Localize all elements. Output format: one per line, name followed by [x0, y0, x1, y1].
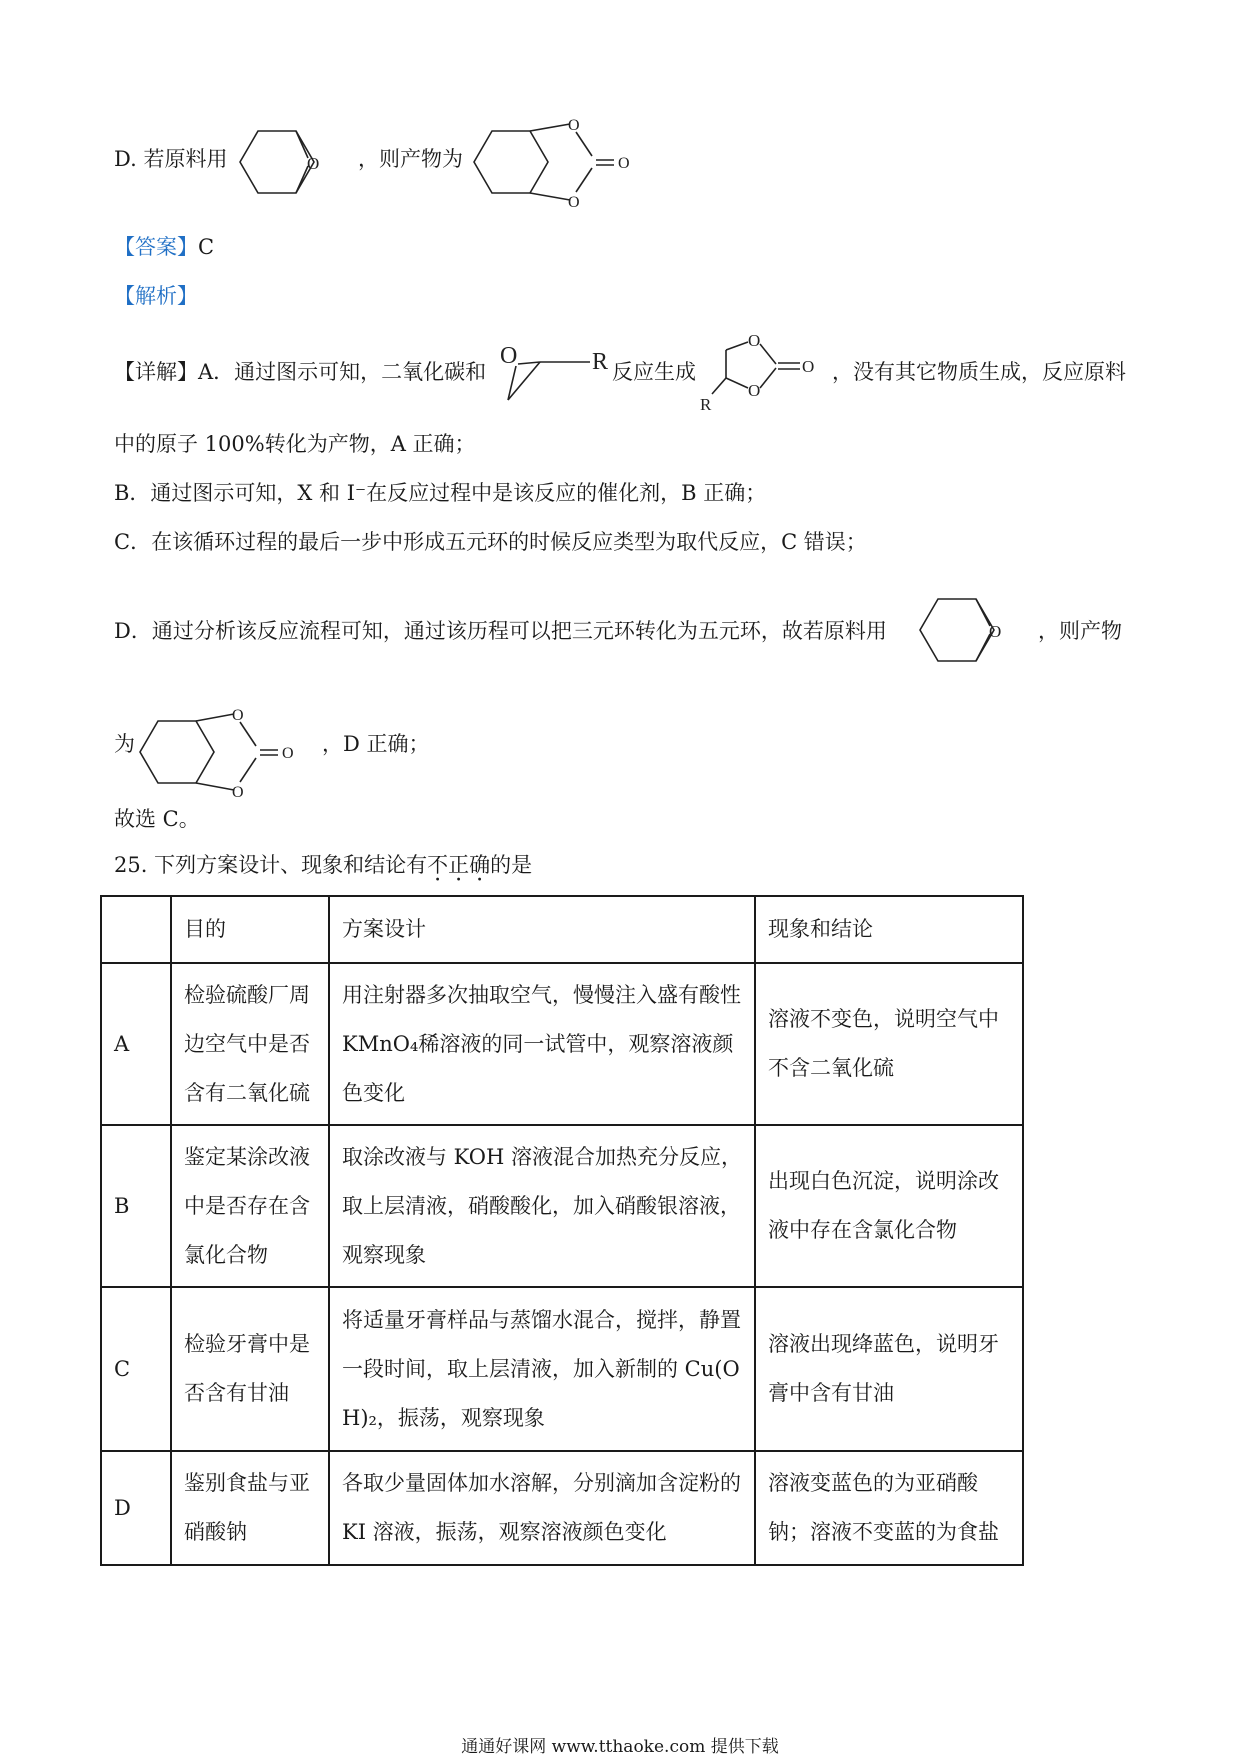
row-design: 将适量牙膏样品与蒸馏水混合，搅拌，静置一段时间，取上层清液，加入新制的 Cu(OH)₂，振荡，观察现象: [329, 1287, 755, 1451]
svg-text:O: O: [307, 154, 320, 173]
emphasis-char: 不: [427, 853, 449, 877]
row-purpose: 检验牙膏中是否含有甘油: [171, 1287, 329, 1451]
row-key: D: [101, 1451, 171, 1565]
table-row: [101, 1125, 1023, 1287]
svg-text:O: O: [282, 745, 294, 762]
row-result: 溶液变蓝色的为亚硝酸钠；溶液不变蓝的为食盐: [755, 1451, 1023, 1565]
table-row: [101, 1287, 1023, 1451]
question-25-suffix: 的是: [490, 853, 533, 877]
detail-c-line: C．在该循环过程的最后一步中形成五元环的时候反应类型为取代反应，C 错误；: [114, 530, 867, 554]
emphasis-char: 确: [469, 853, 491, 877]
answer-line: [114, 237, 214, 258]
row-purpose: 检验硫酸厂周边空气中是否含有二氧化硫: [171, 963, 329, 1125]
row-result: 溶液不变色，说明空气中不含二氧化硫: [755, 963, 1023, 1125]
svg-text:R: R: [592, 349, 609, 375]
row-key: A: [101, 963, 171, 1125]
cyclohexene-oxide-structure-2: [918, 586, 1038, 676]
detail-tag: 【详解】: [114, 360, 198, 384]
answer-tag: 【答案】: [114, 235, 198, 259]
analysis-tag: 【解析】: [114, 284, 198, 308]
cyclohexene-oxide-structure: [238, 118, 358, 208]
svg-text:O: O: [618, 155, 630, 172]
question-25-stem: [114, 855, 532, 876]
detail-a-text: A．通过图示可知，二氧化碳和: [198, 360, 487, 384]
row-purpose: 鉴定某涂改液中是否存在含氯化合物: [171, 1125, 329, 1287]
detail-a-line2: 中的原子 100%转化为产物，A 正确；: [114, 432, 476, 456]
cyclic-carbonate-product-structure-2: [138, 702, 308, 802]
detail-d-line2-post: ，D 正确；: [322, 732, 430, 756]
row-result: 溶液出现绛蓝色，说明牙膏中含有甘油: [755, 1287, 1023, 1451]
table-row: [101, 963, 1023, 1125]
svg-text:O: O: [748, 381, 761, 400]
row-key: B: [101, 1125, 171, 1287]
detail-a-part1: [114, 362, 486, 383]
carbonate-r-structure: [700, 328, 830, 414]
detail-d-line2-pre: 为: [114, 732, 135, 756]
svg-text:O: O: [568, 117, 580, 134]
svg-text:O: O: [232, 784, 244, 801]
table-header-cell: 现象和结论: [755, 896, 1023, 963]
row-design: 取涂改液与 KOH 溶液混合加热充分反应，取上层清液，硝酸酸化，加入硝酸银溶液，观察现象: [329, 1125, 755, 1287]
table-header-cell: 方案设计: [329, 896, 755, 963]
row-key: C: [101, 1287, 171, 1451]
table-row: [101, 1451, 1023, 1565]
cyclic-carbonate-product-structure: [472, 112, 642, 212]
question-25-prefix: 25. 下列方案设计、现象和结论有: [114, 853, 428, 877]
page-footer: 通通好课网 www.tthaoke.com 提供下载: [461, 1737, 779, 1757]
option-d-prefix: D. 若原料用: [114, 147, 228, 171]
svg-text:R: R: [700, 395, 712, 414]
detail-a-part2: 反应生成: [612, 360, 696, 384]
table-header-cell: 目的: [171, 896, 329, 963]
svg-text:O: O: [568, 194, 580, 211]
row-design: 各取少量固体加水溶解，分别滴加含淀粉的 KI 溶液，振荡，观察溶液颜色变化: [329, 1451, 755, 1565]
experiment-plan-table: [100, 895, 1024, 1566]
epoxide-r-structure: [498, 338, 618, 408]
row-purpose: 鉴别食盐与亚硝酸钠: [171, 1451, 329, 1565]
detail-a-part3: ，没有其它物质生成，反应原料: [832, 360, 1126, 384]
detail-conclusion: 故选 C。: [114, 807, 200, 831]
detail-d-part2: ，则产物: [1038, 619, 1122, 643]
emphasis-char: 正: [448, 853, 470, 877]
option-d-mid: ，则产物为: [358, 147, 463, 171]
svg-text:O: O: [748, 331, 761, 350]
answer-value: C: [198, 235, 215, 259]
svg-text:O: O: [232, 707, 244, 724]
table-header-cell: [101, 896, 171, 963]
svg-text:O: O: [802, 357, 815, 376]
table-header-row: [101, 896, 1023, 963]
svg-text:O: O: [989, 622, 1002, 641]
svg-text:O: O: [500, 343, 518, 369]
detail-b-line: B．通过图示可知，X 和 I⁻在反应过程中是该反应的催化剂，B 正确；: [114, 481, 767, 505]
row-design: 用注射器多次抽取空气，慢慢注入盛有酸性 KMnO₄稀溶液的同一试管中，观察溶液颜色变化: [329, 963, 755, 1125]
row-result: 出现白色沉淀，说明涂改液中存在含氯化合物: [755, 1125, 1023, 1287]
detail-d-part1: D．通过分析该反应流程可知，通过该历程可以把三元环转化为五元环，故若原料用: [114, 619, 887, 643]
